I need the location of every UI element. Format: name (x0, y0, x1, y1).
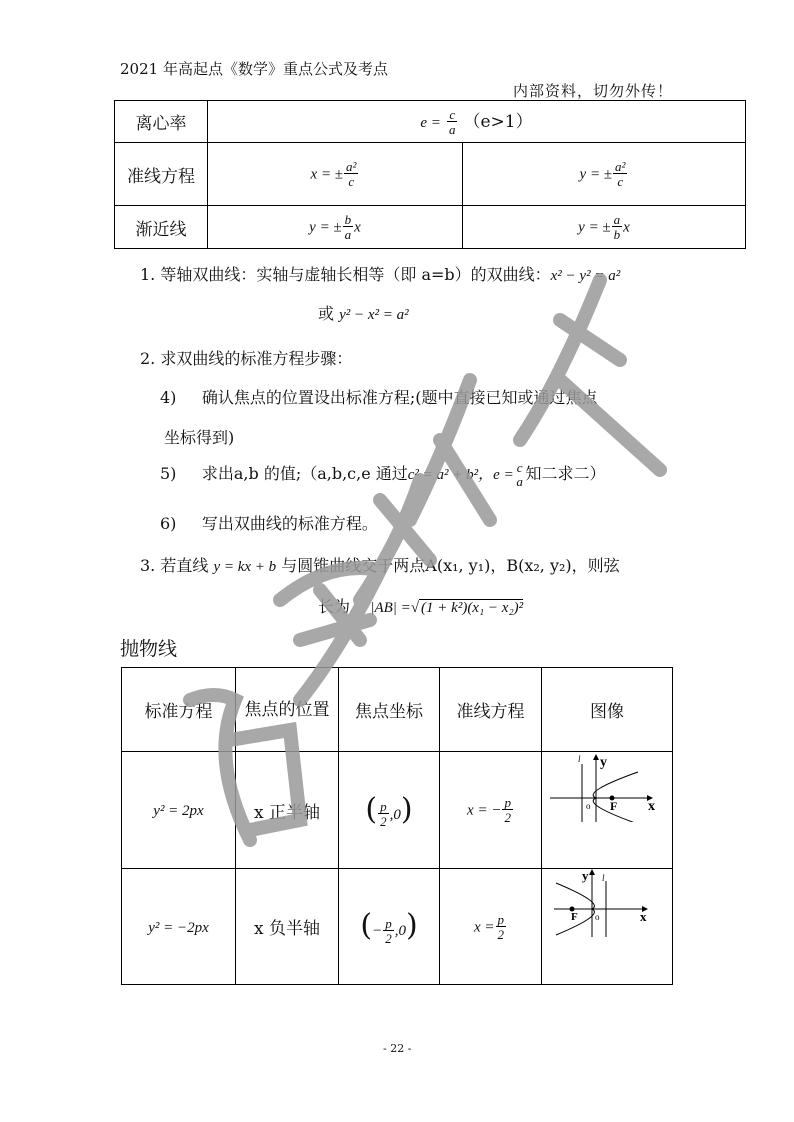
parabola-right-graph-icon (542, 752, 672, 822)
graph-cell (542, 869, 673, 985)
paragraph-equilateral-hyperbola: 1. 等轴双曲线：实轴与虚轴长相等（即 a=b）的双曲线：x² − y² = a² (140, 265, 621, 284)
step-4-continued: 坐标得到) (164, 428, 235, 447)
page-number: - 22 - (383, 1042, 412, 1055)
svg-text:F: F (610, 799, 618, 813)
asymptote-y-cell: y = ± $\frac{a}{b}$ x (463, 206, 746, 249)
table-row (122, 752, 673, 869)
header-cell: 标准方程 (122, 668, 236, 752)
equation: y² = −2px (148, 919, 209, 936)
directrix-x-cell: x = ± $\frac{\text{a²}}{c}$ (208, 143, 463, 206)
row-label: 离心率 (115, 101, 208, 143)
directrix-equation: x = $\frac{p}{2}$ (440, 869, 542, 985)
paragraph-equilateral-alt: 或 y² − x² = a² (318, 304, 409, 323)
graph-cell (542, 752, 673, 869)
table-row (115, 143, 746, 206)
directrix-y-cell: y = ± $\frac{\text{a²}}{c}$ (463, 143, 746, 206)
svg-text:x: x (640, 909, 647, 924)
parabola-left-graph-icon (542, 869, 672, 939)
step-4: 4) 确认焦点的位置设出标准方程;(题中直接已知或通过焦点 (160, 388, 598, 407)
step-5: 5) 求出a,b 的值;（a,b,c,e 通过c² = a² + b²，e = c a 知二求二） (160, 460, 606, 489)
svg-text:o: o (586, 801, 591, 811)
svg-text:o: o (595, 912, 600, 922)
eccentricity-cell: e = $\frac{c}{a}$ （e>1） (208, 101, 746, 143)
row-label: 渐近线 (115, 206, 208, 249)
svg-text:y: y (600, 755, 607, 770)
svg-text:y: y (582, 869, 589, 883)
table-row (115, 206, 746, 249)
paragraph-chord-length: 3. 若直线 y = kx + b 与圆锥曲线交于两点A(x₁, y₁)，B(x₂, y₂)，则弦 (140, 556, 620, 575)
svg-text:F: F (571, 911, 578, 923)
confidential-notice: 内部资料，切勿外传！ (513, 82, 674, 100)
section-title-parabola: 抛物线 (120, 638, 178, 660)
paragraph-chord-formula: 长为 |AB| =√ (1 + k²)(x₁ − x₂)² (318, 597, 524, 616)
header-cell: 准线方程 (440, 668, 542, 752)
svg-text:l: l (578, 754, 581, 764)
focus-position: x 负半轴 (236, 869, 339, 985)
svg-text:x: x (648, 799, 655, 814)
document-header-title: 2021 年高起点《数学》重点公式及考点 (120, 60, 388, 78)
row-label: 准线方程 (115, 143, 208, 206)
step-6: 6) 写出双曲线的标准方程。 (160, 514, 378, 533)
paragraph-steps-heading: 2. 求双曲线的标准方程步骤： (140, 349, 353, 368)
svg-text:l: l (602, 873, 605, 883)
focus-coordinate: ( $\frac{p}{2}$ ,0) (339, 752, 440, 869)
equation: y² = 2px (153, 803, 204, 819)
focus-coordinate: (− $\frac{p}{2}$ ,0) (339, 869, 440, 985)
table-header-row (122, 668, 673, 752)
header-cell: 焦点的位置 (236, 668, 339, 752)
header-cell: 焦点坐标 (339, 668, 440, 752)
focus-position: x 正半轴 (236, 752, 339, 869)
directrix-equation: x = − $\frac{p}{2}$ (440, 752, 542, 869)
table-row (122, 869, 673, 985)
table-row (115, 101, 746, 143)
hyperbola-properties-table (114, 100, 746, 249)
header-cell: 图像 (542, 668, 673, 752)
asymptote-x-cell: y = ± $\frac{b}{a}$ x (208, 206, 463, 249)
parabola-table (121, 667, 673, 985)
